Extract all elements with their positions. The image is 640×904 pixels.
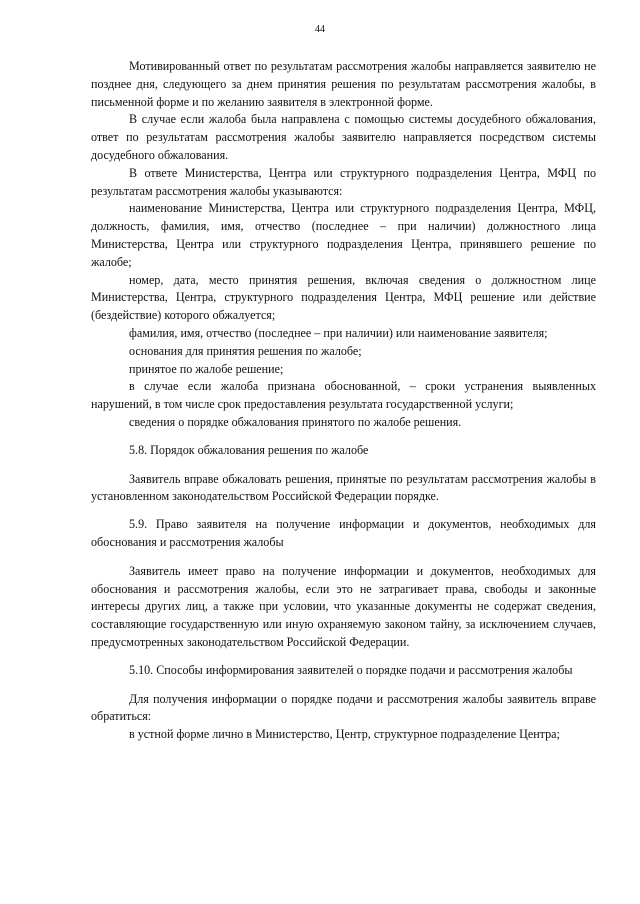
paragraph: В случае если жалоба была направлена с помощью системы досудебного обжалования, ответ по результатам рассмотрения жалобы заявителю направляется посредством системы досудебного обжалования. [91,112,596,162]
paragraph: основания для принятия решения по жалобе; [129,343,362,358]
section-heading-5-8: 5.8. Порядок обжалования решения по жалобе [129,442,369,457]
paragraph: в устной форме лично в Министерство, Центр, структурное подразделение Центра; [129,727,560,742]
paragraph: Для получения информации о порядке подачи и рассмотрения жалобы заявитель вправе обратиться: [91,691,596,724]
paragraph: в случае если жалоба признана обоснованной, – сроки устранения выявленных нарушений, в том числе срок предоставления результата государственной услуги; [91,379,596,412]
paragraph: фамилия, имя, отчество (последнее – при наличии) или наименование заявителя; [129,325,548,340]
paragraph: сведения о порядке обжалования принятого по жалобе решения. [129,414,462,429]
paragraph: Заявитель вправе обжаловать решения, принятые по результатам рассмотрения жалобы в установленном законодательством Российской Федерации порядке. [91,471,596,504]
paragraph: наименование Министерства, Центра или структурного подразделения Центра, МФЦ, должность, фамилия, имя, отчество (последнее – при наличии) должностного лица Министерства, Центра или структурного подразделения Центра, принявшего решение по жалобе; [91,201,596,269]
section-heading-5-9: 5.9. Право заявителя на получение информации и документов, необходимых для обоснования и рассмотрения жалобы [91,517,596,549]
paragraph: номер, дата, место принятия решения, включая сведения о должностном лице Министерства, Центра, структурного подразделения Центра, МФЦ решение или действие (бездействие) которого обжалуется; [91,272,596,323]
page-body [91,58,596,744]
page-number: 44 [315,24,325,35]
paragraph: Мотивированный ответ по результатам рассмотрения жалобы направляется заявителю не позднее дня, следующего за днем принятия решения по результатам рассмотрения жалобы, в письменной форме и по желанию заявителя в электронной форме. [91,59,596,109]
section-heading-5-10: 5.10. Способы информирования заявителей о порядке подачи и рассмотрения жалобы [129,662,573,677]
paragraph: принятое по жалобе решение; [129,361,284,376]
paragraph: Заявитель имеет право на получение информации и документов, необходимых для обоснования и рассмотрения жалобы, если это не затрагивает права, свободы и законные интересы других лиц, а также при условии, что указанные документы не содержат сведения, составляющие государственную или иную охраняемую законом тайну, за исключением случаев, предусмотренных законодательством Российской Федерации. [91,563,596,649]
paragraph: В ответе Министерства, Центра или структурного подразделения Центра, МФЦ по результатам рассмотрения жалобы указываются: [91,165,596,198]
